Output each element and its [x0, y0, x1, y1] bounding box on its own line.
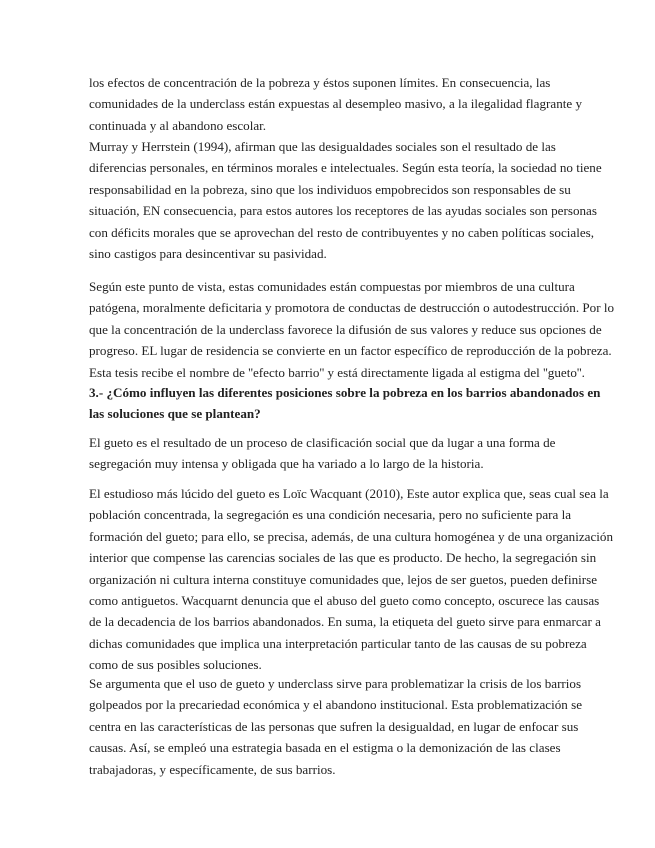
text-line: segregación muy intensa y obligada que ha variado a lo largo de la historia.	[89, 456, 484, 472]
text-line: dichas comunidades que implica una interpretación particular tanto de las causas de su pobreza	[89, 635, 587, 651]
text-line: que la concentración de la underclass favorece la difusión de sus valores y reduce sus opciones de	[89, 321, 602, 337]
paragraph-concentration-effects	[89, 72, 583, 136]
text-line: comunidades de la underclass están expuestas al desempleo masivo, a la ilegalidad flagrante y	[89, 96, 583, 112]
paragraph-gueto-definition	[89, 432, 567, 475]
paragraph-problematization	[89, 673, 583, 780]
section-heading-3	[89, 382, 601, 425]
text-line: población concentrada, la segregación es una condición necesaria, pero no suficiente para la	[89, 507, 572, 523]
text-line: centra en las características de las personas que sufren la desigualdad, en lugar de enfocar sus	[89, 718, 579, 734]
text-line: Según este punto de vista, estas comunidades están compuestas por miembros de una cultura	[89, 279, 575, 294]
text-line: con déficits morales que se aprovechan del resto de contribuyentes y no caben políticas sociales,	[89, 224, 595, 240]
text-line: patógena, moralmente deficitaria y promotora de conductas de destrucción o autodestrucción. Por lo	[89, 300, 615, 316]
text-line: de la decadencia de los barrios abandonados. En suma, la etiqueta del gueto sirve para enmarcar a	[89, 614, 601, 630]
heading-line: las soluciones que se plantean?	[89, 406, 261, 422]
text-line: Se argumenta que el uso de gueto y underclass sirve para problematizar la crisis de los barrios	[89, 676, 582, 691]
text-line: progreso. EL lugar de residencia se convierte en un factor específico de reproducción de la pobreza.	[89, 343, 612, 359]
text-line: situación, EN consecuencia, para estos autores los receptores de las ayudas sociales son personas	[89, 203, 597, 219]
paragraph-wacquant	[89, 483, 614, 676]
text-line: El estudioso más lúcido del gueto es Loïc Wacquant (2010), Este autor explica que, seas cual sea la	[89, 486, 609, 501]
text-line: diferencias personales, en términos morales e intelectuales. Según esta teoría, la sociedad no tiene	[89, 160, 602, 176]
text-line: trabajadoras, y específicamente, de sus barrios.	[89, 761, 336, 777]
text-line: formación del gueto; para ello, se precisa, además, de una cultura homogénea y de una organización	[89, 528, 614, 544]
text-line: como antiguetos. Wacquarnt denuncia que el abuso del gueto como concepto, oscurece las causas	[89, 593, 600, 609]
paragraph-murray-herrstein	[89, 136, 602, 264]
text-line: responsabilidad en la pobreza, sino que los individuos empobrecidos son responsables de su	[89, 181, 571, 197]
text-line: organización ni cultura interna constituye comunidades que, lejos de ser guetos, pueden definirse	[89, 571, 598, 587]
text-line: sino castigos para desincentivar su pasividad.	[89, 246, 327, 262]
heading-line: 3.- ¿Cómo influyen las diferentes posiciones sobre la pobreza en los barrios abandonados en	[89, 385, 601, 400]
text-line: El gueto es el resultado de un proceso de clasificación social que da lugar a una forma de	[89, 435, 556, 450]
text-line: los efectos de concentración de la pobreza y éstos suponen límites. En consecuencia, las	[89, 75, 551, 90]
text-line: Esta tesis recibe el nombre de ''efecto barrio'' y está directamente ligada al estigma del ''gueto''.	[89, 364, 585, 380]
text-line: como de sus posibles soluciones.	[89, 657, 262, 673]
text-line: Murray y Herrstein (1994), afirman que las desigualdades sociales son el resultado de las	[89, 139, 556, 154]
paragraph-point-of-view	[89, 276, 615, 383]
text-line: golpeados por la precariedad económica y el abandono institucional. Esta problematización se	[89, 697, 583, 713]
text-line: interior que compense las carencias sociales de las que es producto. De hecho, la segregación sin	[89, 550, 597, 566]
text-line: continuada y al abandono escolar.	[89, 117, 267, 133]
text-line: causas. Así, se empleó una estrategia basada en el estigma o la demonización de las clases	[89, 740, 561, 756]
